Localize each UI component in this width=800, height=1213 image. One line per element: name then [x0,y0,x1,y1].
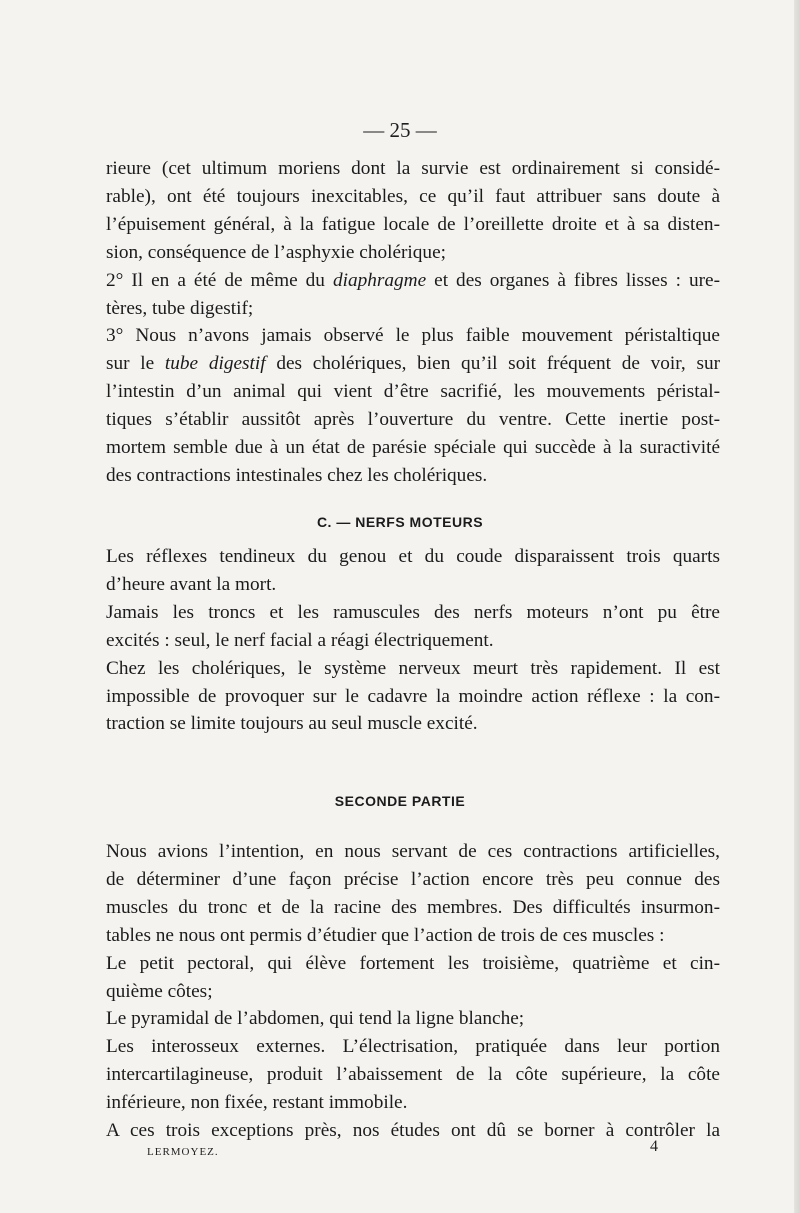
text-line: rable), ont été toujours inexcitables, ce qu’il faut attribuer sans doute à [106,185,720,207]
text-fragment: sur le [106,353,165,375]
italic-term: diaphragme [332,269,427,291]
paragraph [106,1033,720,1117]
paragraph [106,543,720,599]
text-line: Jamais les troncs et les ramuscules des nerfs moteurs n’ont pu être [106,601,720,623]
text-line: tères, tube digestif; [106,297,254,319]
text-line: impossible de provoquer sur le cadavre la moindre action réflexe : la con- [106,685,720,707]
text-line: mortem semble due à un état de parésie spéciale qui succède à la suractivité [106,437,720,459]
text-line: Les interosseux externes. L’électrisation, pratiquée dans leur portion [106,1036,720,1058]
text-line: Nous avions l’intention, en nous servant de ces contractions artificielles, [106,841,720,862]
section-heading-seconde-partie: SECONDE PARTIE [334,793,466,809]
text-line [106,350,720,378]
text-line: tables ne nous ont permis d’étudier que l’action de trois de ces muscles : [106,924,665,946]
text-line: traction se limite toujours au seul muscle excité. [106,713,478,735]
text-line: Le pyramidal de l’abdomen, qui tend la ligne blanche; [106,1008,525,1030]
text-line: intercartilagineuse, produit l’abaissement de la côte supérieure, la côte [106,1064,720,1086]
text-line: tiques s’établir aussitôt après l’ouverture du ventre. Cette inertie post- [106,409,720,431]
page-edge-shadow [794,0,800,1213]
text-line: A ces trois exceptions près, nos études ont dû se borner à contrôler la [106,1120,720,1142]
text-line: de déterminer d’une façon précise l’action encore très peu connue des [106,868,720,890]
author-signature-mark: LERMOYEZ. [147,1146,219,1158]
paragraph [106,322,720,489]
text-line: Chez les cholériques, le système nerveux meurt très rapidement. Il est [106,657,720,679]
text-line: l’intestin d’un animal qui vient d’être sacrifié, les mouvements péristal- [106,381,720,403]
text-block-nerfs [106,543,720,738]
text-line: des contractions intestinales chez les cholériques. [106,464,488,486]
paragraph [106,267,720,323]
text-block-seconde-partie [106,838,720,1145]
text-line: sion, conséquence de l’asphyxie cholérique; [106,241,446,263]
text-line [106,267,720,295]
text-line: excités : seul, le nerf facial a réagi électriquement. [106,629,494,651]
text-line: l’épuisement général, à la fatigue locale de l’oreillette droite et à sa disten- [106,213,720,235]
paragraph [106,155,720,267]
paragraph [106,655,720,739]
section-heading-nerfs-moteurs: C. — NERFS MOTEURS [316,514,484,530]
text-fragment: et des organes à fibres lisses : ure- [426,269,721,291]
text-line: d’heure avant la mort. [106,573,277,595]
gathering-number: 4 [650,1138,658,1155]
text-line: quième côtes; [106,980,213,1002]
text-block-intro [106,155,720,490]
italic-term: tube digestif [164,353,266,375]
text-line: muscles du tronc et de la racine des membres. Des difficultés insurmon- [106,896,720,918]
text-line: Les réflexes tendineux du genou et du coude disparaissent trois quarts [106,546,720,567]
paragraph [106,1117,720,1145]
text-line: 3° Nous n’avons jamais observé le plus faible mouvement péristaltique [106,325,720,347]
text-fragment: 2° Il en a été de même du [106,269,333,291]
text-fragment: des cholériques, bien qu’il soit fréquent de voir, sur [265,353,721,375]
paragraph [106,950,720,1006]
paragraph [106,838,720,950]
text-line: inférieure, non fixée, restant immobile. [106,1092,408,1114]
text-line: rieure (cet ultimum moriens dont la survie est ordinairement si considé- [106,158,720,179]
paragraph [106,599,720,655]
paragraph [106,1005,720,1033]
text-line: Le petit pectoral, qui élève fortement les troisième, quatrième et cin- [106,952,720,974]
page-number: — 25 — [363,118,437,142]
